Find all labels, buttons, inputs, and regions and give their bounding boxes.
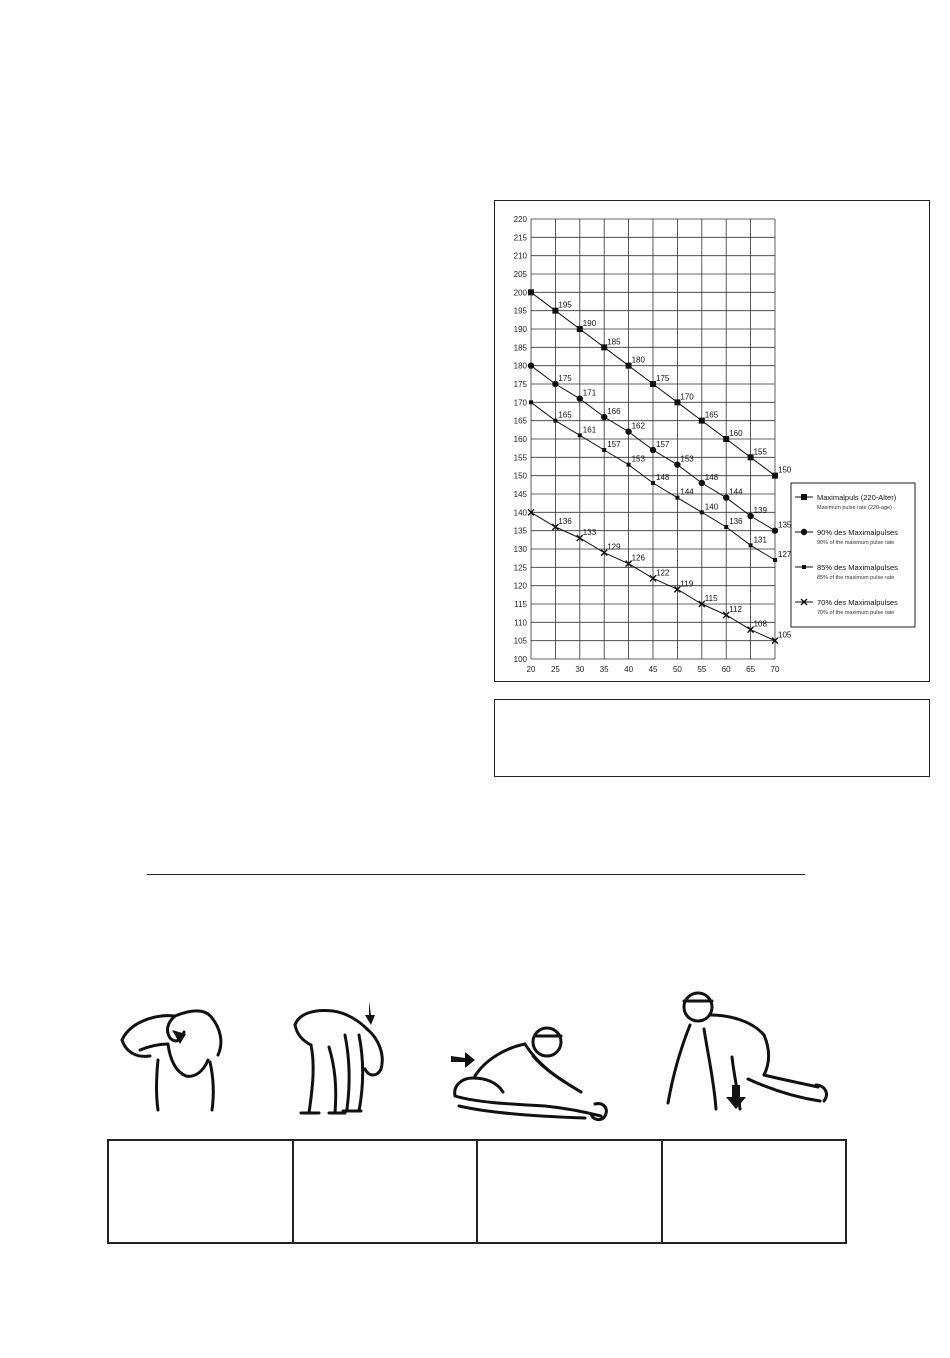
data-label: 190 (582, 319, 597, 328)
legend-label: 90% des Maximalpulses (817, 528, 898, 537)
data-label: 155 (753, 447, 767, 457)
y-tick-label: 210 (513, 251, 527, 261)
y-tick-label: 110 (514, 618, 527, 628)
y-tick-label: 200 (513, 288, 527, 298)
data-label: 150 (778, 465, 792, 475)
data-label: 144 (680, 487, 694, 497)
data-point (700, 510, 704, 514)
y-tick-label: 190 (513, 325, 527, 334)
data-label: 108 (753, 619, 767, 629)
data-point (528, 362, 534, 368)
data-label: 165 (704, 410, 719, 420)
data-point (773, 558, 777, 562)
x-tick-label: 70 (770, 665, 780, 674)
data-label: 160 (729, 429, 743, 438)
illustration-caption-table (107, 1139, 847, 1244)
data-point (578, 433, 582, 437)
legend-sublabel: 85% of the maximum pulse rate (817, 575, 895, 581)
legend-label: 85% des Maximalpulses (817, 563, 898, 572)
legend-sublabel: 90% of the maximum pulse rate (817, 540, 895, 546)
y-tick-label: 185 (513, 343, 527, 353)
x-tick-label: 50 (672, 665, 682, 674)
x-tick-label: 35 (599, 665, 609, 674)
data-label: 175 (558, 374, 572, 383)
chart-caption-box (494, 699, 930, 777)
data-label: 166 (607, 407, 621, 416)
y-tick-label: 145 (513, 490, 527, 499)
lunge-stretch-figure-icon (660, 985, 835, 1115)
data-label: 139 (753, 506, 767, 515)
y-tick-label: 105 (513, 636, 527, 646)
data-point (801, 494, 807, 500)
caption-cell (109, 1141, 294, 1242)
caption-cell (294, 1141, 479, 1242)
x-tick-label: 55 (697, 665, 707, 674)
data-label: 165 (558, 410, 572, 420)
data-label: 126 (631, 553, 645, 563)
y-tick-label: 215 (513, 233, 527, 243)
data-point (627, 463, 631, 467)
y-tick-label: 140 (513, 508, 527, 518)
y-tick-label: 195 (513, 306, 527, 316)
y-tick-label: 160 (513, 435, 527, 444)
x-tick-label: 40 (624, 665, 634, 674)
data-label: 153 (680, 454, 694, 464)
legend-sublabel: 70% of the maximum pulse rate (817, 610, 895, 616)
data-label: 175 (656, 374, 670, 383)
legend-sublabel: Maximum pulse rate (220-age) (817, 505, 892, 511)
data-point (675, 496, 679, 500)
y-tick-label: 155 (513, 453, 527, 463)
y-tick-label: 120 (513, 581, 527, 591)
data-label: 131 (753, 535, 767, 545)
y-tick-label: 100 (513, 655, 527, 664)
x-tick-label: 60 (721, 665, 731, 674)
y-tick-label: 205 (513, 270, 527, 279)
data-label: 195 (558, 300, 572, 310)
y-tick-label: 165 (513, 416, 527, 426)
data-point (528, 289, 534, 295)
legend-label: 70% des Maximalpulses (817, 598, 898, 607)
data-point (801, 529, 807, 535)
data-label: 119 (680, 579, 694, 589)
data-label: 122 (656, 568, 670, 578)
data-label: 161 (582, 425, 597, 435)
data-label: 144 (729, 487, 743, 497)
data-label: 133 (582, 528, 597, 537)
y-tick-label: 115 (514, 600, 527, 609)
data-label: 115 (704, 594, 718, 603)
y-tick-label: 125 (513, 563, 527, 573)
data-label: 180 (631, 355, 645, 365)
y-tick-label: 150 (513, 471, 527, 481)
data-label: 136 (558, 517, 572, 526)
forward-bend-figure-icon (285, 995, 415, 1125)
data-label: 148 (656, 473, 670, 482)
data-label: 157 (607, 440, 621, 449)
data-label: 135 (778, 520, 792, 530)
data-label: 171 (582, 388, 597, 398)
data-point (749, 543, 753, 547)
y-tick-label: 220 (513, 215, 527, 224)
data-label: 148 (704, 473, 719, 482)
data-label: 162 (631, 421, 645, 431)
data-point (802, 565, 806, 569)
x-tick-label: 65 (746, 665, 756, 674)
arm-stretch-figure-icon (110, 1000, 240, 1112)
data-label: 170 (680, 392, 694, 402)
data-label: 105 (778, 630, 792, 640)
data-point (724, 525, 728, 529)
data-label: 136 (729, 517, 743, 526)
data-label: 112 (729, 605, 742, 614)
x-tick-label: 25 (550, 665, 560, 674)
data-point (651, 481, 655, 485)
data-label: 127 (778, 550, 792, 559)
data-label: 185 (607, 337, 621, 347)
data-label: 157 (656, 440, 670, 449)
y-tick-label: 170 (513, 398, 527, 408)
data-point (529, 400, 533, 404)
y-tick-label: 180 (513, 361, 527, 371)
seated-hamstring-stretch-figure-icon (445, 1020, 615, 1130)
data-point (553, 419, 557, 423)
data-label: 140 (704, 502, 719, 512)
data-label: 153 (631, 454, 645, 464)
y-tick-label: 130 (513, 545, 527, 554)
caption-cell (478, 1141, 663, 1242)
pulse-rate-chart (495, 201, 931, 683)
data-point (602, 448, 606, 452)
x-tick-label: 45 (648, 665, 658, 674)
x-tick-label: 20 (526, 665, 536, 674)
section-divider (147, 874, 805, 875)
y-tick-label: 175 (513, 380, 527, 389)
x-tick-label: 30 (575, 665, 585, 674)
y-tick-label: 135 (513, 526, 527, 536)
caption-cell (663, 1141, 846, 1242)
legend-label: Maximalpuls (220-Alter) (817, 493, 897, 502)
data-label: 129 (607, 542, 621, 552)
pulse-chart-frame (494, 200, 930, 682)
